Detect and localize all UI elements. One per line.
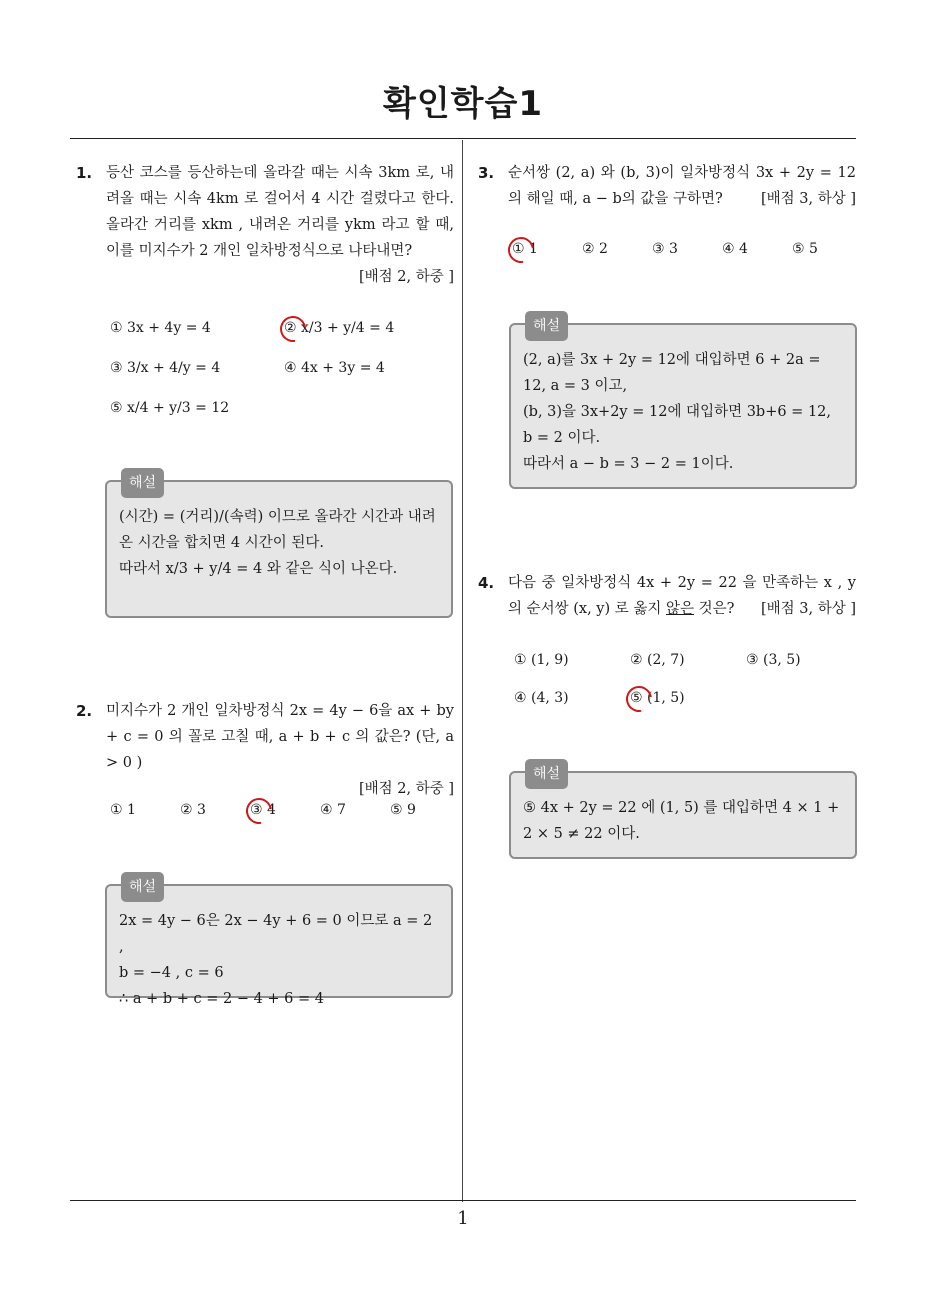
choice-5[interactable]: ⑤ (1, 5): [630, 690, 685, 706]
answer-mark-icon: [503, 232, 539, 268]
question-number: 3.: [478, 164, 495, 182]
solution-line: 따라서 a − b = 3 − 2 = 1이다.: [523, 456, 734, 472]
question-1: [106, 160, 454, 290]
question-meta: [배점 3, 하상 ]: [760, 601, 856, 617]
choice-4[interactable]: ④ 7: [320, 802, 346, 818]
column-divider: [462, 140, 463, 1202]
solution-line: (b, 3)을 3x+2y = 12에 대입하면 3b+6 = 12, b = 2 이다.: [523, 404, 832, 446]
title-rule: [70, 138, 856, 139]
solution-line: ∴ a + b + c = 2 − 4 + 6 = 4: [119, 991, 324, 1007]
question-4: [508, 570, 856, 622]
choice-5[interactable]: ⑤ x/4 + y/3 = 12: [110, 400, 230, 416]
solution-label: 해설: [121, 468, 164, 498]
solution-box-1: [105, 475, 453, 618]
question-text-emphasis: 않은: [666, 601, 695, 617]
choice-3[interactable]: ③ 3/x + 4/y = 4: [110, 360, 221, 376]
solution-line: b = −4 , c = 6: [119, 965, 224, 981]
solution-label: 해설: [121, 872, 164, 902]
choice-1[interactable]: ① 3x + 4y = 4: [110, 320, 211, 336]
choice-1[interactable]: ① (1, 9): [514, 652, 569, 668]
solution-line: 2x = 4y − 6은 2x − 4y + 6 = 0 이므로 a = 2 ,: [119, 913, 433, 955]
page-number: 1: [457, 1208, 469, 1229]
choice-2[interactable]: ② (2, 7): [630, 652, 685, 668]
question-text-part: 것은?: [694, 601, 735, 617]
question-3: [508, 160, 856, 212]
choice-2[interactable]: ② 2: [582, 241, 608, 257]
choice-1[interactable]: ① 1: [512, 241, 538, 257]
solution-box-2: [105, 879, 453, 1007]
question-meta: [배점 3, 하상 ]: [760, 191, 856, 207]
question-text: 미지수가 2 개인 일차방정식 2x = 4y − 6을 ax + by + c = 0 의 꼴로 고칠 때, a + b + c 의 값은? (단, a > 0 ): [106, 703, 454, 771]
answer-mark-icon: [275, 311, 311, 347]
choice-3[interactable]: ③ 4: [250, 802, 276, 818]
solution-label: 해설: [525, 759, 568, 789]
choice-3[interactable]: ③ 3: [652, 241, 678, 257]
question-meta: [배점 2, 하중 ]: [358, 269, 454, 285]
page-title: 확인학습1: [382, 84, 544, 124]
choice-4[interactable]: ④ 4x + 3y = 4: [284, 360, 385, 376]
solution-box-3: [509, 318, 857, 489]
choice-1[interactable]: ① 1: [110, 802, 136, 818]
question-number: 2.: [76, 702, 93, 720]
choice-5[interactable]: ⑤ 9: [390, 802, 416, 818]
solution-line: (시간) = (거리)/(속력) 이므로 올라간 시간과 내려온 시간을 합치면 4 시간이 된다.: [119, 509, 436, 551]
choice-5[interactable]: ⑤ 5: [792, 241, 818, 257]
solution-label: 해설: [525, 311, 568, 341]
question-text: 등산 코스를 등산하는데 올라갈 때는 시속 3km 로, 내려올 때는 시속 4km 로 걸어서 4 시간 걸렸다고 한다. 올라간 거리를 xkm , 내려온 거리를 ykm 라고 할 때, 이를 미지수가 2 개인 일차방정식으로 나타내면?: [106, 165, 454, 259]
solution-line: (2, a)를 3x + 2y = 12에 대입하면 6 + 2a = 12, a = 3 이고,: [523, 352, 821, 394]
choice-4[interactable]: ④ (4, 3): [514, 690, 569, 706]
choice-4[interactable]: ④ 4: [722, 241, 748, 257]
question-number: 4.: [478, 574, 495, 592]
question-meta: [배점 2, 하중 ]: [358, 781, 454, 797]
question-text: 순서쌍 (2, a) 와 (b, 3)이 일차방정식 3x + 2y = 12의 해일 때, a − b의 값을 구하면?: [508, 165, 856, 207]
question-number: 1.: [76, 164, 93, 182]
question-text-part: 다음 중 일차방정식 4x + 2y = 22 을 만족하는 x , y 의 순서쌍 (x, y) 로 옳지: [508, 575, 856, 617]
question-2: [106, 698, 454, 802]
footer-rule: [70, 1200, 856, 1201]
choice-2[interactable]: ② x/3 + y/4 = 4: [284, 320, 395, 336]
answer-mark-icon: [621, 681, 657, 717]
solution-line: 따라서 x/3 + y/4 = 4 와 같은 식이 나온다.: [119, 561, 398, 577]
solution-box-4: [509, 766, 857, 859]
solution-line: ⑤ 4x + 2y = 22 에 (1, 5) 를 대입하면 4 × 1 + 2 × 5 ≠ 22 이다.: [523, 800, 840, 842]
choice-3[interactable]: ③ (3, 5): [746, 652, 801, 668]
choice-2[interactable]: ② 3: [180, 802, 206, 818]
